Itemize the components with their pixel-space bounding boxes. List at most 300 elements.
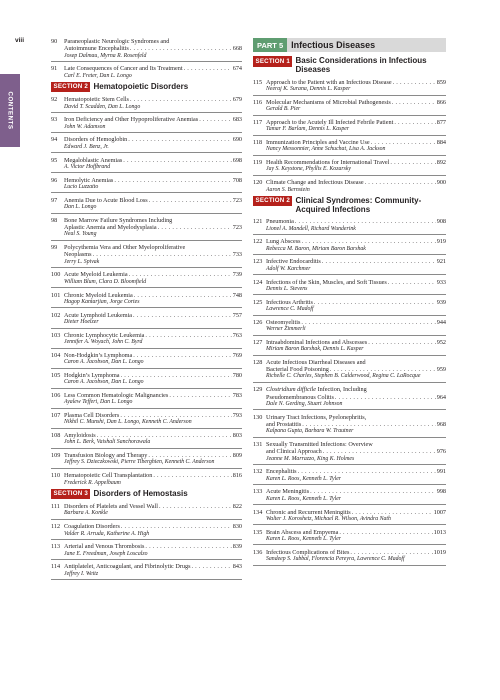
leader-dots [169,392,231,399]
chapter-title-line[interactable]: Paraneoplastic Neurologic Syndromes and [64,38,170,45]
entry-divider [253,544,446,545]
chapter-title-last-line [64,251,242,258]
toc-entry[interactable] [253,549,446,566]
chapter-page[interactable]: 1019 [433,548,446,556]
chapter-title[interactable]: Megaloblastic Anemias [64,156,123,164]
chapter-body [64,543,242,557]
chapter-page[interactable]: 919 [436,238,446,246]
chapter-title[interactable]: Pneumonia [266,218,294,226]
chapter-title[interactable]: and Prostatitis [266,420,302,428]
chapter-page[interactable]: 1013 [433,528,446,536]
toc-entry[interactable] [253,386,446,410]
chapter-authors: Miriam Baron Barshak, Dennis L. Kasper [266,346,364,353]
chapter-title[interactable]: Late Consequences of Cancer and Its Treatment [64,65,183,73]
chapter-page[interactable]: 690 [232,136,242,144]
chapter-page[interactable]: 780 [232,371,242,379]
chapter-page[interactable]: 884 [436,139,446,147]
chapter-page[interactable]: 1007 [433,508,446,516]
chapter-number: 124 [253,278,263,286]
leader-dots [365,179,436,186]
toc-entry[interactable] [51,312,242,329]
chapter-title-last-line [266,319,446,326]
chapter-page[interactable]: 892 [436,159,446,167]
chapter-number: 133 [253,488,263,496]
toc-entry[interactable] [51,96,242,113]
chapter-body [266,299,446,313]
chapter-authors: Walter J. Koroshetz, Michael R. Wilson, Avindra Nath [266,515,391,522]
chapter-page[interactable]: 733 [232,251,242,259]
chapter-title[interactable]: Chronic Lymphocytic Leukemia [64,331,145,339]
chapter-title-last-line [266,279,446,286]
chapter-body [64,452,242,466]
chapter-page[interactable]: 933 [436,278,446,286]
chapter-page[interactable]: 952 [436,338,446,346]
chapter-page[interactable]: 830 [232,523,242,531]
chapter-title-line[interactable]: Polycythemia Vera and Other Myeloproliferative [64,244,186,252]
chapter-title[interactable]: Bacterial Food Poisoning [266,366,329,374]
chapter-title[interactable]: Aplastic Anemia and Myelodysplasia [64,224,157,232]
toc-entry[interactable] [51,197,242,214]
chapter-title[interactable]: Infectious Arthritis [266,298,313,306]
chapter-page[interactable]: 877 [436,118,446,126]
chapter-page[interactable]: 723 [232,196,242,204]
chapter-title-last-line [64,224,242,231]
chapter-body [64,372,242,386]
chapter-title-last-line [64,372,242,379]
toc-entry[interactable] [253,441,446,465]
chapter-title-line[interactable]: Clostridium difficile Infection, Including [266,386,367,394]
toc-entry[interactable] [253,179,446,193]
chapter-page[interactable]: 708 [232,176,242,184]
chapter-authors: Jeffrey I. Weitz [64,570,99,577]
chapter-page[interactable]: 793 [232,412,242,420]
toc-entry[interactable] [51,503,242,520]
chapter-number: 129 [253,386,263,394]
chapter-authors: Lionel A. Mandell, Richard Wunderink [266,225,356,232]
leader-dots [153,472,231,479]
chapter-title[interactable]: Infective Endocarditis [266,258,321,266]
toc-entry[interactable] [253,258,446,275]
chapter-authors: Lawrence C. Madoff [266,305,314,312]
chapter-title-last-line [64,332,242,339]
chapter-title[interactable]: Less Common Hematologic Malignancies [64,391,169,399]
chapter-title[interactable]: Climate Change and Infectious Disease [266,179,364,187]
leader-dots [149,197,232,204]
chapter-title-last-line [64,157,242,164]
chapter-number: 121 [253,218,263,226]
chapter-number: 99 [51,244,58,252]
toc-entry[interactable] [51,217,242,241]
chapter-page[interactable]: 763 [232,331,242,339]
toc-entry[interactable] [253,339,446,356]
chapter-body [266,509,446,523]
chapter-page[interactable]: 859 [436,78,446,86]
leader-dots [392,99,436,106]
chapter-title[interactable]: Acute Myeloid Leukemia [64,271,128,279]
toc-entry[interactable] [51,412,242,429]
chapter-title[interactable]: Transfusion Biology and Therapy [64,452,148,460]
chapter-page[interactable]: 959 [436,366,446,374]
toc-entry[interactable] [253,414,446,438]
entry-divider [253,382,446,383]
toc-entry[interactable] [51,543,242,560]
leader-dots [123,157,231,164]
chapter-page[interactable]: 783 [232,391,242,399]
chapter-number: 130 [253,413,263,421]
toc-entry-row [51,177,242,191]
chapter-page[interactable]: 674 [232,65,242,73]
chapter-number: 127 [253,338,263,346]
chapter-body [64,523,242,537]
entry-divider [51,172,242,173]
chapter-title-line[interactable]: Urinary Tract Infections, Pyelonephritis, [266,413,367,421]
chapter-title[interactable]: Osteomyelitis [266,318,301,326]
chapter-title[interactable]: Pseudomembranous Colitis [266,393,334,401]
chapter-authors: Caron A. Jacobson, Dan L. Longo [64,379,144,386]
chapter-page[interactable]: 769 [232,351,242,359]
chapter-title[interactable]: Hodgkin’s Lymphoma [64,371,120,379]
chapter-title-line[interactable]: Bone Marrow Failure Syndromes Including [64,216,173,224]
entry-divider [51,132,242,133]
toc-entry[interactable] [51,177,242,194]
chapter-body [64,65,242,79]
chapter-page[interactable]: 900 [436,179,446,187]
toc-entry[interactable] [253,299,446,316]
chapter-authors: Jeffrey S. Dzieczkowski, Pierre Tiberghien, Kenneth C. Anderson [64,459,215,466]
toc-entry[interactable] [253,79,446,96]
toc-entry-row [253,549,446,563]
chapter-page[interactable]: 908 [436,218,446,226]
chapter-title[interactable]: Autoimmune Encephalitis [64,45,129,53]
chapter-authors: Lucio Luzzatto [64,183,99,190]
chapter-title[interactable]: Lung Abscess [266,238,301,246]
chapter-title-last-line [266,339,446,346]
chapter-title[interactable]: and Clinical Approach [266,448,322,456]
chapter-body [64,96,242,110]
toc-entry[interactable] [51,392,242,409]
chapter-number: 128 [253,358,263,366]
chapter-authors: John L. Berk, Vaishali Sanchorawala [64,439,151,446]
toc-entry-row [51,563,242,577]
chapter-title-last-line [64,177,242,184]
chapter-body [266,218,446,232]
chapter-title[interactable]: Arterial and Venous Thrombosis [64,543,145,551]
leader-dots [133,352,231,359]
chapter-title[interactable]: Acute Lymphoid Leukemia [64,311,133,319]
chapter-authors: Josep Dalmau, Myrna R. Rosenfeld [64,52,147,59]
chapter-title[interactable]: Antiplatelet, Anticoagulant, and Fibrinolytic Drugs [64,563,191,571]
entry-divider [51,240,242,241]
toc-entry[interactable] [253,529,446,546]
section-header [253,196,446,215]
chapter-title[interactable]: Anemia Due to Acute Blood Loss [64,196,148,204]
leader-dots [301,319,435,326]
chapter-title[interactable]: Approach to the Patient with an Infectious Disease [266,78,392,86]
chapter-authors: Ayalew Tefferi, Dan L. Longo [64,399,133,406]
chapter-number: 95 [51,156,58,164]
chapter-authors: Edward J. Benz, Jr. [64,143,109,150]
chapter-authors: Tamar F. Barlam, Dennis L. Kasper [266,126,350,133]
toc-entry[interactable] [253,218,446,235]
section-badge: SECTION 1 [253,56,292,67]
chapter-page[interactable]: 921 [436,258,446,266]
chapter-title[interactable]: Amyloidosis [64,432,96,440]
toc-entry-row [51,271,242,285]
chapter-page[interactable]: 816 [232,472,242,480]
section-title: Disorders of Hemostasis [93,489,188,499]
toc-entry[interactable] [51,523,242,540]
chapter-body [64,292,242,306]
toc-entry-row [51,352,242,366]
section-title: Hematopoietic Disorders [93,82,189,92]
toc-entry[interactable] [253,99,446,116]
entry-divider [253,355,446,356]
entry-divider [51,368,242,369]
chapter-body [266,414,446,436]
toc-entry-row [253,319,446,333]
chapter-title[interactable]: Health Recommendations for International Travel [266,159,390,167]
toc-entry[interactable] [253,359,446,383]
chapter-title-last-line [266,529,446,536]
leader-dots [129,271,232,278]
chapter-authors: Dale N. Gerding, Stuart Johnson [266,400,343,407]
chapter-title-last-line [64,523,242,530]
leader-dots [330,366,436,373]
toc-entry[interactable] [253,139,446,156]
chapter-title[interactable]: Infectious Complications of Bites [266,548,350,556]
toc-entry[interactable] [51,65,242,79]
chapter-title[interactable]: Intraabdominal Infections and Abscesses [266,338,368,346]
toc-entry-row [51,543,242,557]
leader-dots [323,448,436,455]
chapter-page[interactable]: 976 [436,448,446,456]
chapter-number: 94 [51,136,58,144]
chapter-number: 132 [253,468,263,476]
chapter-number: 90 [51,38,58,45]
toc-entry[interactable] [51,332,242,349]
chapter-authors: Nancy Messonnier, Anne Schuchat, Lisa A. Jackson [266,146,386,153]
leader-dots [393,79,436,86]
chapter-page[interactable]: 866 [436,98,446,106]
chapter-page[interactable]: 803 [232,432,242,440]
leader-dots [295,218,436,225]
toc-entry[interactable] [51,116,242,133]
toc-left-column [51,38,242,583]
entry-divider [51,519,242,520]
toc-entry[interactable] [51,563,242,580]
chapter-authors: Dieter Hoelzer [64,318,99,325]
leader-dots [302,238,436,245]
chapter-page[interactable]: 968 [436,420,446,428]
toc-entry[interactable] [51,157,242,174]
chapter-authors: Karen L. Roos, Kenneth L. Tyler [266,495,342,502]
chapter-body [266,386,446,408]
toc-entry-row [253,159,446,173]
toc-entry[interactable] [51,432,242,449]
entry-divider [51,61,242,62]
leader-dots [199,116,232,123]
chapter-title[interactable]: Plasma Cell Disorders [64,412,120,420]
chapter-title[interactable]: Iron Deficiency and Other Hypoproliferative Anemias [64,116,199,124]
leader-dots [335,394,436,401]
chapter-title-last-line [64,412,242,419]
chapter-number: 131 [253,440,263,448]
side-tab-label: CONTENTS [6,91,14,130]
chapter-authors: Dan L. Longo [64,203,97,210]
chapter-body [64,392,242,406]
entry-divider [253,155,446,156]
leader-dots [322,258,436,265]
chapter-title[interactable]: Molecular Mechanisms of Microbial Pathogenesis [266,98,391,106]
chapter-title[interactable]: Non-Hodgkin’s Lymphoma [64,351,133,359]
chapter-page[interactable]: 964 [436,393,446,401]
chapter-number: 110 [51,472,61,480]
chapter-page[interactable]: 757 [232,311,242,319]
leader-dots [368,339,436,346]
chapter-number: 123 [253,258,263,266]
chapter-authors: Neal S. Young [64,231,97,238]
chapter-title-last-line [266,99,446,106]
chapter-title-last-line [266,394,446,401]
chapter-title[interactable]: Brain Abscess and Empyema [266,528,339,536]
chapter-page[interactable]: 683 [232,116,242,124]
chapter-title-line[interactable]: Acute Infectious Diarrheal Diseases and [266,358,366,366]
toc-entry[interactable] [253,119,446,136]
section-header [253,56,446,75]
toc-entry-row [253,238,446,252]
chapter-title[interactable]: Hematopoietic Cell Transplantation [64,472,153,480]
toc-entry[interactable] [253,279,446,296]
toc-entry-row [253,468,446,482]
chapter-number: 125 [253,298,263,306]
chapter-title[interactable]: Disorders of Hemoglobin [64,136,128,144]
chapter-page[interactable]: 839 [232,543,242,551]
leader-dots [298,468,436,475]
chapter-number: 103 [51,331,61,339]
toc-entry[interactable] [51,244,242,268]
chapter-body [64,332,242,346]
toc-entry-row [253,529,446,543]
chapter-authors: Jeanne M. Marrazzo, King K. Holmes [266,455,355,462]
chapter-authors: Barbara A. Konkle [64,510,108,517]
toc-entry[interactable] [253,488,446,505]
chapter-number: 101 [51,291,61,299]
chapter-page[interactable]: 998 [436,488,446,496]
chapter-body [64,197,242,211]
chapter-page[interactable]: 822 [232,503,242,511]
toc-entry[interactable] [51,136,242,153]
chapter-number: 117 [253,118,263,126]
entry-divider [253,437,446,438]
leader-dots [350,549,432,556]
chapter-title[interactable]: Disorders of Platelets and Vessel Wall [64,503,158,511]
chapter-authors: Karen L. Roos, Kenneth L. Tyler [266,475,342,482]
chapter-number: 115 [253,78,263,86]
chapter-body [266,258,446,272]
chapter-page[interactable]: 991 [436,468,446,476]
chapter-authors: Hagop Kantarjian, Jorge Cortes [64,298,140,305]
toc-entry[interactable] [51,372,242,389]
toc-entry[interactable] [253,509,446,526]
chapter-page[interactable]: 748 [232,291,242,299]
toc-entry[interactable] [51,452,242,469]
chapter-page[interactable]: 668 [232,45,242,53]
entry-divider [253,95,446,96]
chapter-page[interactable]: 698 [232,156,242,164]
chapter-title[interactable]: Approach to the Acutely Ill Infected Febrile Patient [266,118,394,126]
chapter-page[interactable]: 944 [436,318,446,326]
entry-divider [51,448,242,449]
chapter-page[interactable]: 809 [232,452,242,460]
entry-divider [51,579,242,580]
chapter-title-last-line [64,432,242,439]
toc-entry[interactable] [51,292,242,309]
chapter-page[interactable]: 679 [232,96,242,104]
chapter-title[interactable]: Neoplasms [64,251,92,259]
chapter-title[interactable]: Immunization Principles and Vaccine Use [266,139,370,147]
chapter-page[interactable]: 939 [436,298,446,306]
entry-divider [51,112,242,113]
chapter-page[interactable]: 739 [232,271,242,279]
entry-divider [51,468,242,469]
chapter-number: 105 [51,371,61,379]
chapter-title[interactable]: Hematopoietic Stem Cells [64,96,129,104]
chapter-body [266,319,446,333]
chapter-title[interactable]: Chronic and Recurrent Meningitis [266,508,351,516]
section-badge: SECTION 2 [51,82,90,93]
chapter-body [64,563,242,577]
chapter-authors: Karen L. Roos, Kenneth L. Tyler [266,535,342,542]
chapter-title[interactable]: Hemolytic Anemias [64,176,114,184]
toc-entry[interactable] [253,159,446,176]
chapter-body [266,279,446,293]
toc-entry[interactable] [253,319,446,336]
toc-entry[interactable] [253,238,446,255]
chapter-title[interactable]: Chronic Myeloid Leukemia [64,291,133,299]
chapter-title-last-line [266,79,446,86]
chapter-title[interactable]: Encephalitis [266,468,297,476]
toc-entry-row [51,197,242,211]
toc-entry-row [253,359,446,381]
chapter-authors: Kalpana Gupta, Barbara W. Trautner [266,428,354,435]
toc-entry[interactable] [51,38,242,62]
section-badge: SECTION 2 [253,196,292,207]
toc-entry-row [51,244,242,266]
chapter-title[interactable]: Coagulation Disorders [64,523,120,531]
toc-entry-row [253,258,446,272]
entry-divider [51,388,242,389]
chapter-title-last-line [64,312,242,319]
chapter-page[interactable]: 843 [232,563,242,571]
toc-entry-row [51,157,242,171]
toc-entry[interactable] [51,271,242,288]
leader-dots [390,159,435,166]
toc-entry-row [51,217,242,239]
chapter-title-line[interactable]: Sexually Transmitted Infections: Overview [266,440,373,448]
toc-entry[interactable] [51,352,242,369]
chapter-authors: William Blum, Clara D. Bloomfield [64,278,147,285]
toc-entry[interactable] [51,472,242,486]
chapter-title-last-line [64,503,242,510]
chapter-body [266,488,446,502]
chapter-title[interactable]: Acute Meningitis [266,488,310,496]
section-header [51,82,242,93]
chapter-number: 135 [253,528,263,536]
chapter-body [266,468,446,482]
toc-entry[interactable] [253,468,446,485]
chapter-page[interactable]: 723 [232,224,242,232]
chapter-title[interactable]: Infections of the Skin, Muscles, and Soft Tissues [266,278,387,286]
